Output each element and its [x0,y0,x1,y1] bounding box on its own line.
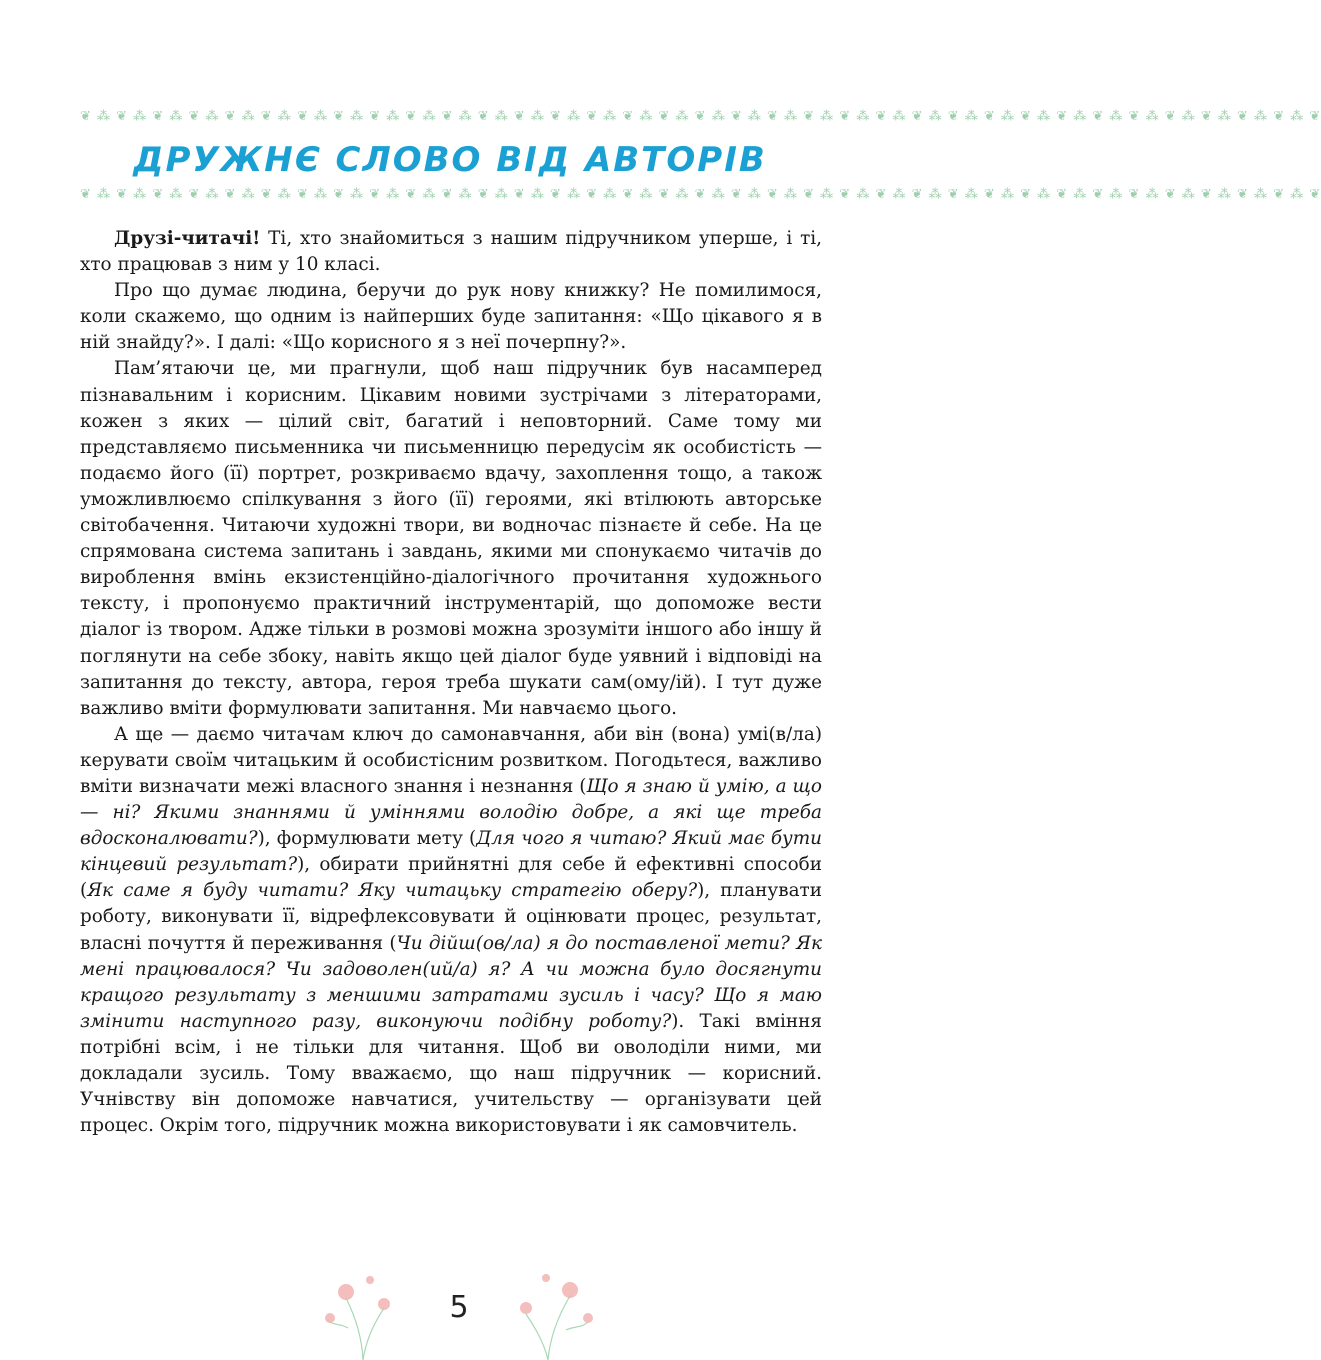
italic-question: Чи дійш(ов/ла) я до поставленої мети? Як мені працювалося? Чи задоволен(ий/а) я? А чи можна було досягнути кращого результату з меншими затратами зусиль і часу? Що я маю змінити наступного разу, виконуючи подібну роботу? [80,932,822,1032]
italic-question: Для чого я читаю? Який має бути кінцевий результат? [80,828,822,876]
paragraph-self-learning [80,722,822,1140]
text-segment: А ще — даємо читачам ключ до самонавчання, аби він (вона) умі(в/ла) керувати своїм читацьким й особистісним розвитком. Погодьтеся, важливо вміти визначати межі власного знання і незнання ( [80,723,822,797]
article-body [80,226,822,1139]
bottom-ornament-border: ❦ ⁂ ❦ ⁂ ❦ ⁂ ❦ ⁂ ❦ ⁂ ❦ ⁂ ❦ ⁂ ❦ ⁂ ❦ ⁂ ❦ ⁂ ❦ ⁂ ❦ ⁂ ❦ ⁂ ❦ ⁂ ❦ ⁂ ❦ ⁂ ❦ ⁂ ❦ ⁂ ❦ ⁂ ❦ ⁂ ❦ ⁂ ❦ ⁂ ❦ ⁂ ❦ ⁂ ❦ ⁂ ❦ ⁂ ❦ ⁂ ❦ ⁂ ❦ ⁂ ❦ ⁂ ❦ ⁂ ❦ ⁂ ❦ ⁂ ❦ ⁂ ❦ [80,187,1321,202]
italic-question: Як саме я буду читати? Яку читацьку стратегію оберу? [87,880,698,902]
paragraph-greeting [80,226,822,278]
text-segment: ), формулювати мету ( [257,828,477,850]
text-segment: ), планувати роботу, виконувати її, відрефлексовувати й оцінювати процес, результат, власні почуття й переживання ( [80,880,822,954]
text-segment: ). Такі вміння потрібні всім, і не тільки для читання. Щоб ви оволоділи ними, ми докладали зусиль. Тому вважаємо, що наш підручник — корисний. Учнівству він допоможе навчатися, учительству — організувати цей процес. Окрім того, підручник можна використовувати і як самовчитель. [80,1010,822,1137]
paragraph-purpose: Пам’ятаючи це, ми прагнули, щоб наш підручник був насамперед пізнавальним і корисним. Цікавим новими зустрічами з літераторами, кожен з яких — цілий світ, багатий і неповторний. Саме тому ми представляємо письменника чи письменницю передусім як особистість — подаємо його (її) портрет, розкриваємо вдачу, захоплення тощо, а також уможливлюємо спілкування з його (її) героями, які втілюють авторське світобачення. Читаючи художні твори, ви водночас пізнаєте й себе. На це спрямована система запитань і завдань, якими ми спонукаємо читачів до вироблення вмінь екзистенційно-діалогічного прочитання художнього тексту, і пропонуємо практичний інструментарій, що допоможе вести діалог із твором. Адже тільки в розмові можна зрозуміти іншого або іншу й поглянути на себе збоку, навіть якщо цей діалог буде уявний і відповіді на запитання до тексту, автора, героя треба шукати сам(ому/ій). І тут дуже важливо вміти формулювати запитання. Ми навчаємо цього. [80,358,822,719]
top-ornament-border: ❦ ⁂ ❦ ⁂ ❦ ⁂ ❦ ⁂ ❦ ⁂ ❦ ⁂ ❦ ⁂ ❦ ⁂ ❦ ⁂ ❦ ⁂ ❦ ⁂ ❦ ⁂ ❦ ⁂ ❦ ⁂ ❦ ⁂ ❦ ⁂ ❦ ⁂ ❦ ⁂ ❦ ⁂ ❦ ⁂ ❦ ⁂ ❦ ⁂ ❦ ⁂ ❦ ⁂ ❦ ⁂ ❦ ⁂ ❦ ⁂ ❦ ⁂ ❦ ⁂ ❦ ⁂ ❦ ⁂ ❦ ⁂ ❦ ⁂ ❦ ⁂ ❦ [80,109,1321,124]
page-title: ДРУЖНЄ СЛОВО ВІД АВТОРІВ [133,140,767,180]
greeting-bold: Друзі-читачі! [114,228,261,249]
paragraph-question: Про що думає людина, беручи до рук нову книжку? Не помилимося, коли скажемо, що одним із найперших буде запитання: «Що цікавого я в ній знайду?». І далі: «Що корисного я з неї почерпну?». [80,280,822,354]
italic-question: Що я знаю й умію, а що — ні? Якими знаннями й уміннями володію добре, а які ще треба вдосконалювати? [80,775,822,850]
flower-decoration-right [508,1268,598,1360]
greeting-text: Ті, хто знайомиться з нашим підручником уперше, і ті, хто працював з ним у 10 класі. [80,228,822,276]
page-number: 5 [449,1290,469,1325]
text-segment: ), обирати прийнятні для себе й ефективні способи ( [80,854,822,902]
